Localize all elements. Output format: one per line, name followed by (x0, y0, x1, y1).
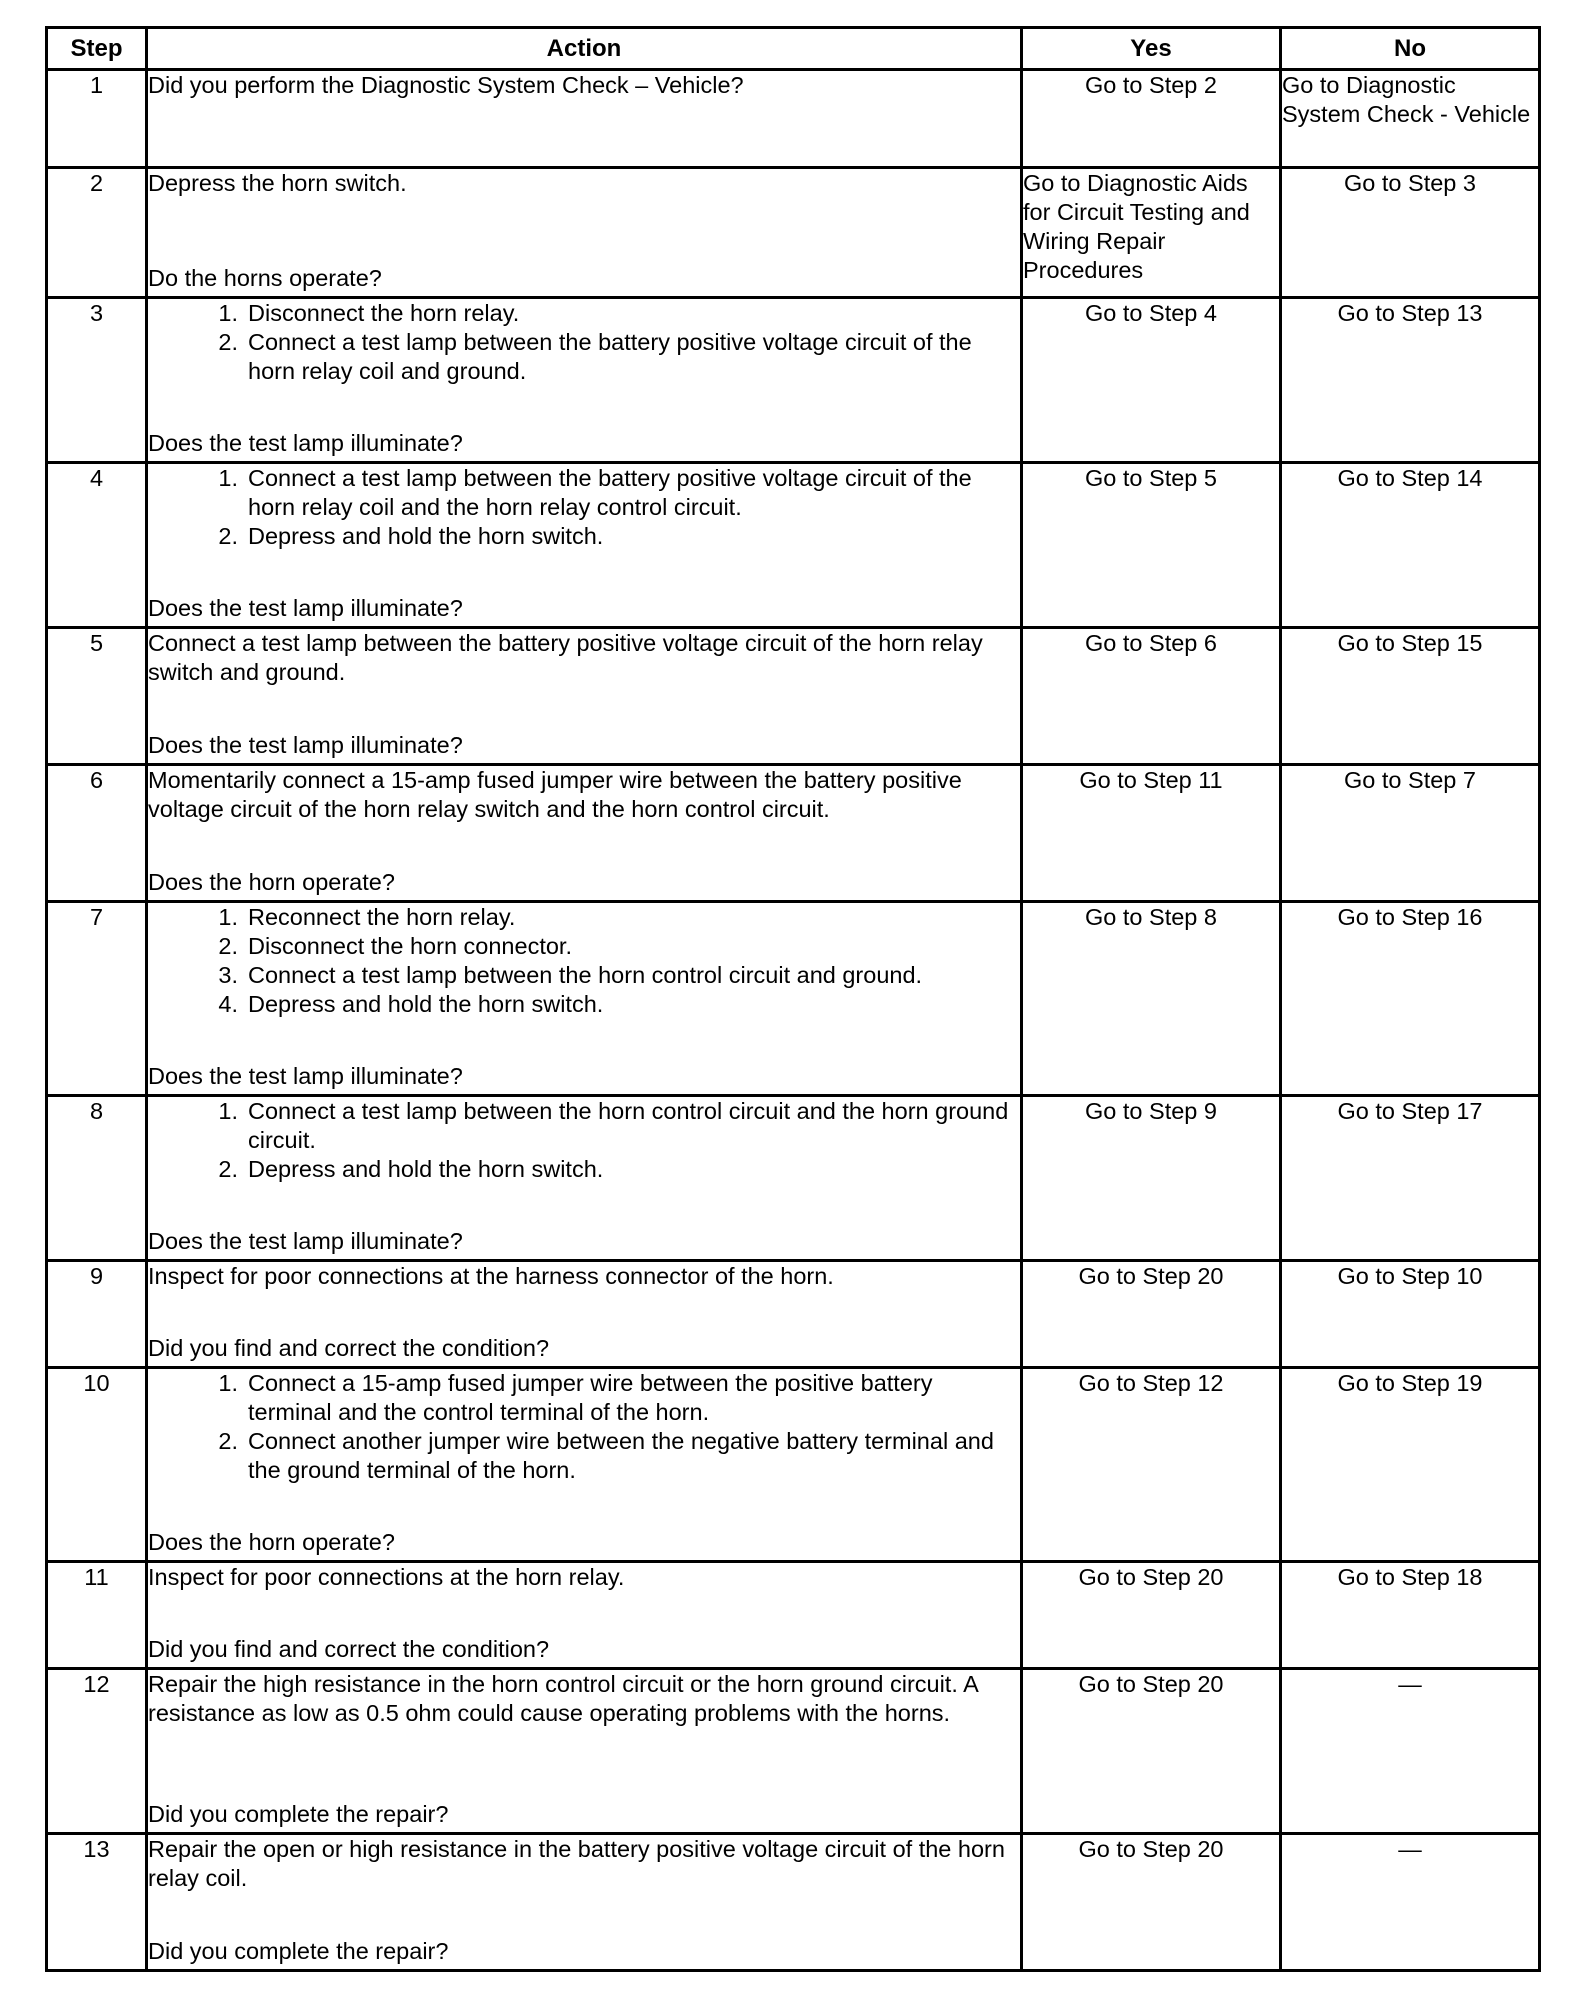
list-item-number: 2. (218, 1428, 238, 1454)
no-result: Go to Step 17 (1281, 1096, 1540, 1261)
table-row (47, 628, 1540, 765)
list-item-text: Connect a 15-amp fused jumper wire between the positive battery terminal and the control terminal of the horn. (248, 1370, 933, 1425)
action-cell (147, 1562, 1022, 1669)
step-number: 4 (47, 463, 147, 628)
action-question: Does the horn operate? (148, 1529, 395, 1555)
header-row (47, 28, 1540, 70)
list-item-text: Connect a test lamp between the battery positive voltage circuit of the horn relay coil and the horn relay control circuit. (248, 465, 972, 520)
no-result: Go to Step 3 (1281, 168, 1540, 298)
step-number: 13 (47, 1834, 147, 1971)
action-cell (147, 168, 1022, 298)
list-item (148, 1369, 1020, 1427)
list-item-number: 2. (218, 329, 238, 355)
list-item-number: 3. (218, 962, 238, 988)
list-item-text: Disconnect the horn relay. (248, 300, 520, 326)
list-item-text: Depress and hold the horn switch. (248, 991, 604, 1017)
no-result: Go to Step 16 (1281, 902, 1540, 1096)
list-item (148, 990, 1020, 1019)
table-row (47, 902, 1540, 1096)
action-steps-list (148, 299, 1020, 386)
list-item-text: Disconnect the horn connector. (248, 933, 572, 959)
action-question: Do the horns operate? (148, 265, 382, 291)
no-result: Go to Step 15 (1281, 628, 1540, 765)
table-row (47, 463, 1540, 628)
no-result: Go to Step 7 (1281, 765, 1540, 902)
header-action: Action (147, 28, 1022, 70)
list-item-text: Connect a test lamp between the horn control circuit and ground. (248, 962, 923, 988)
yes-result: Go to Step 9 (1022, 1096, 1281, 1261)
action-cell (147, 70, 1022, 168)
action-cell (147, 1368, 1022, 1562)
no-result: Go to Step 14 (1281, 463, 1540, 628)
action-question: Did you complete the repair? (148, 1801, 449, 1827)
no-result: Go to Step 18 (1281, 1562, 1540, 1669)
diagnostic-table (45, 26, 1541, 1972)
table-row (47, 168, 1540, 298)
action-question: Did you find and correct the condition? (148, 1636, 550, 1662)
list-item (148, 1427, 1020, 1485)
action-question: Does the test lamp illuminate? (148, 732, 463, 758)
table-row (47, 1834, 1540, 1971)
action-question: Does the test lamp illuminate? (148, 1063, 463, 1089)
list-item-number: 1. (218, 1098, 238, 1124)
table-row (47, 70, 1540, 168)
list-item-number: 4. (218, 991, 238, 1017)
no-result: Go to Step 10 (1281, 1261, 1540, 1368)
list-item-number: 1. (218, 300, 238, 326)
step-number: 8 (47, 1096, 147, 1261)
yes-result: Go to Step 11 (1022, 765, 1281, 902)
header-step: Step (47, 28, 147, 70)
no-result: Go to Step 19 (1281, 1368, 1540, 1562)
action-question: Does the test lamp illuminate? (148, 430, 463, 456)
header-no: No (1281, 28, 1540, 70)
step-number: 11 (47, 1562, 147, 1669)
list-item (148, 961, 1020, 990)
action-cell (147, 1669, 1022, 1834)
yes-result: Go to Step 20 (1022, 1834, 1281, 1971)
list-item-number: 1. (218, 904, 238, 930)
action-statement: Did you perform the Diagnostic System Check – Vehicle? (148, 72, 744, 98)
yes-result: Go to Step 20 (1022, 1669, 1281, 1834)
yes-result: Go to Step 2 (1022, 70, 1281, 168)
list-item (148, 903, 1020, 932)
action-statement: Inspect for poor connections at the horn relay. (148, 1564, 625, 1590)
table-row (47, 1261, 1540, 1368)
step-number: 6 (47, 765, 147, 902)
list-item (148, 1097, 1020, 1155)
yes-result: Go to Step 5 (1022, 463, 1281, 628)
yes-result: Go to Step 8 (1022, 902, 1281, 1096)
list-item (148, 299, 1020, 328)
yes-result: Go to Step 6 (1022, 628, 1281, 765)
action-statement: Repair the open or high resistance in the battery positive voltage circuit of the horn relay coil. (148, 1836, 1005, 1891)
list-item-text: Connect a test lamp between the horn control circuit and the horn ground circuit. (248, 1098, 1009, 1153)
list-item-text: Connect a test lamp between the battery positive voltage circuit of the horn relay coil and ground. (248, 329, 972, 384)
action-statement: Depress the horn switch. (148, 170, 407, 196)
action-cell (147, 902, 1022, 1096)
list-item-text: Connect another jumper wire between the negative battery terminal and the ground terminal of the horn. (248, 1428, 994, 1483)
list-item (148, 464, 1020, 522)
action-question: Did you complete the repair? (148, 1938, 449, 1964)
step-number: 3 (47, 298, 147, 463)
step-number: 12 (47, 1669, 147, 1834)
list-item-number: 2. (218, 1156, 238, 1182)
table-row (47, 1096, 1540, 1261)
list-item-number: 1. (218, 465, 238, 491)
table-row (47, 1562, 1540, 1669)
step-number: 10 (47, 1368, 147, 1562)
list-item-text: Depress and hold the horn switch. (248, 1156, 604, 1182)
action-question: Did you find and correct the condition? (148, 1335, 550, 1361)
action-cell (147, 463, 1022, 628)
yes-result: Go to Step 4 (1022, 298, 1281, 463)
yes-result: Go to Step 20 (1022, 1562, 1281, 1669)
action-statement: Connect a test lamp between the battery positive voltage circuit of the horn relay switch and ground. (148, 630, 983, 685)
action-statement: Momentarily connect a 15-amp fused jumper wire between the battery positive voltage circuit of the horn relay switch and the horn control circuit. (148, 767, 962, 822)
step-number: 2 (47, 168, 147, 298)
yes-result: Go to Diagnostic Aids for Circuit Testing and Wiring Repair Procedures (1022, 168, 1281, 298)
action-cell (147, 1834, 1022, 1971)
action-steps-list (148, 903, 1020, 1019)
step-number: 9 (47, 1261, 147, 1368)
action-cell (147, 1096, 1022, 1261)
action-statement: Inspect for poor connections at the harness connector of the horn. (148, 1263, 834, 1289)
action-question: Does the test lamp illuminate? (148, 1228, 463, 1254)
action-steps-list (148, 1369, 1020, 1485)
action-cell (147, 765, 1022, 902)
list-item-number: 2. (218, 933, 238, 959)
no-result: — (1281, 1834, 1540, 1971)
list-item (148, 1155, 1020, 1184)
table-row (47, 298, 1540, 463)
step-number: 7 (47, 902, 147, 1096)
list-item-text: Depress and hold the horn switch. (248, 523, 604, 549)
table-row (47, 1669, 1540, 1834)
no-result: — (1281, 1669, 1540, 1834)
list-item-number: 2. (218, 523, 238, 549)
table-row (47, 1368, 1540, 1562)
action-question: Does the horn operate? (148, 869, 395, 895)
no-result: Go to Step 13 (1281, 298, 1540, 463)
list-item (148, 522, 1020, 551)
table-row (47, 765, 1540, 902)
list-item-text: Reconnect the horn relay. (248, 904, 516, 930)
action-question: Does the test lamp illuminate? (148, 595, 463, 621)
list-item (148, 932, 1020, 961)
action-steps-list (148, 1097, 1020, 1184)
action-cell (147, 1261, 1022, 1368)
step-number: 5 (47, 628, 147, 765)
action-cell (147, 628, 1022, 765)
action-cell (147, 298, 1022, 463)
list-item (148, 328, 1020, 386)
list-item-number: 1. (218, 1370, 238, 1396)
no-result: Go to Diagnostic System Check - Vehicle (1281, 70, 1540, 168)
yes-result: Go to Step 12 (1022, 1368, 1281, 1562)
yes-result: Go to Step 20 (1022, 1261, 1281, 1368)
step-number: 1 (47, 70, 147, 168)
action-statement: Repair the high resistance in the horn control circuit or the horn ground circuit. A resistance as low as 0.5 ohm could cause operating problems with the horns. (148, 1671, 978, 1726)
header-yes: Yes (1022, 28, 1281, 70)
action-steps-list (148, 464, 1020, 551)
